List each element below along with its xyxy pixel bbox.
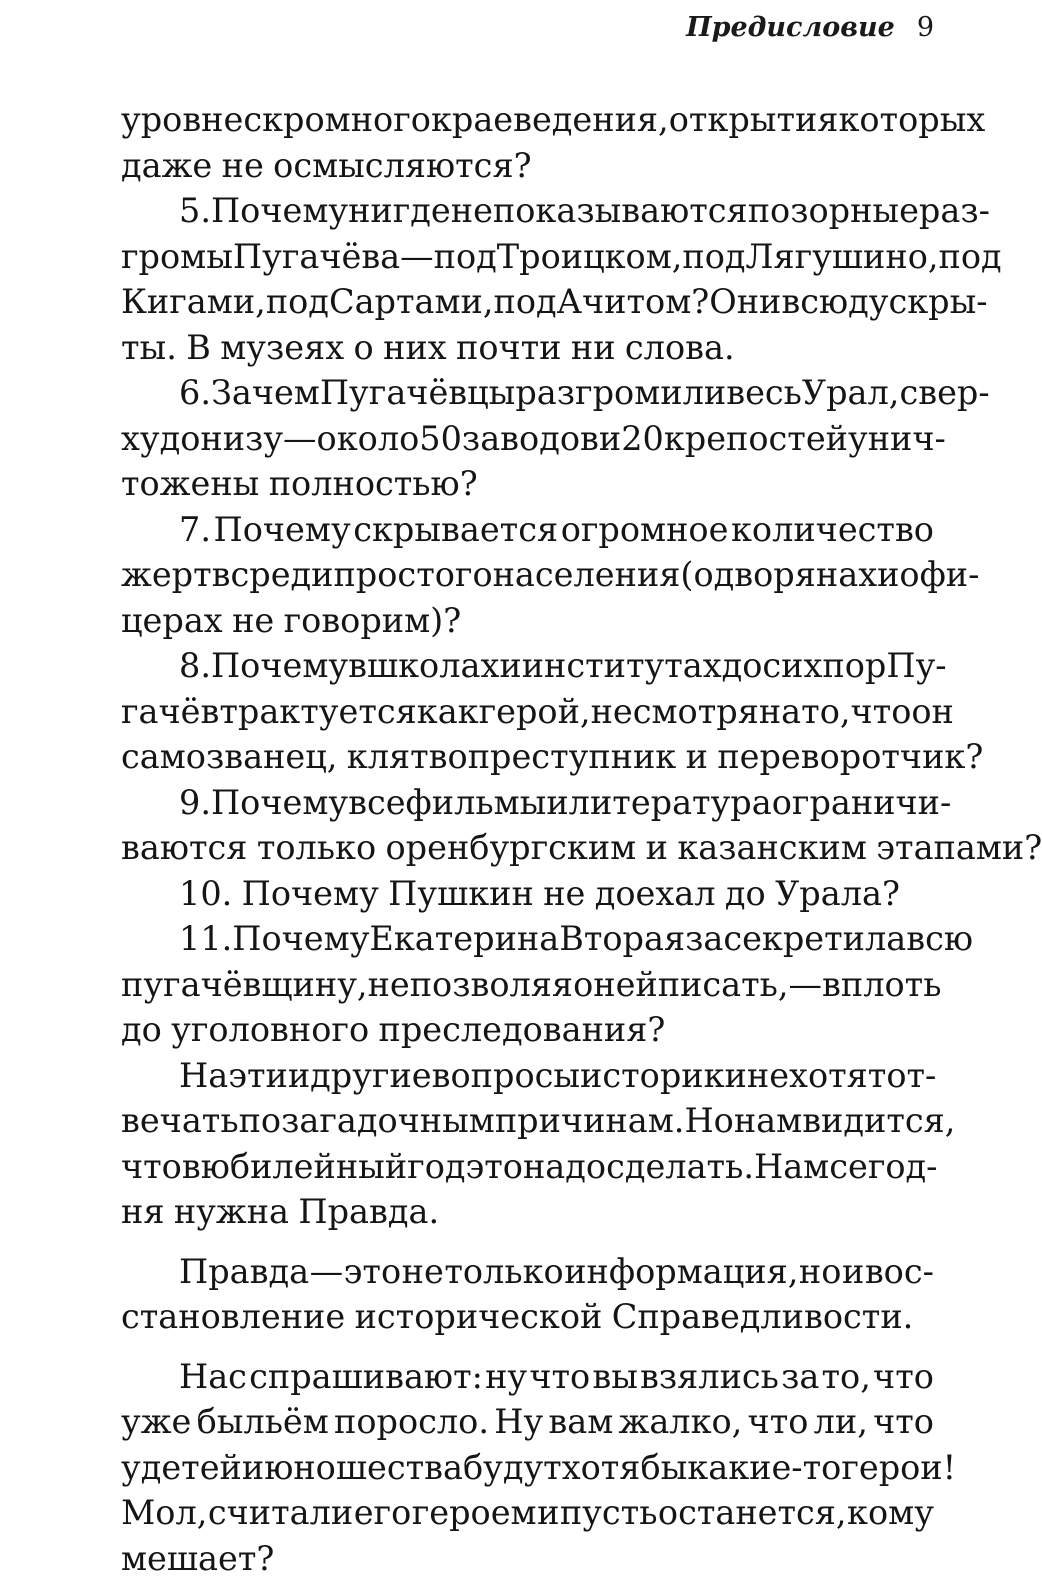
word: под bbox=[434, 234, 497, 280]
word: Они bbox=[709, 279, 781, 325]
word: по bbox=[239, 1098, 282, 1144]
running-head bbox=[686, 8, 934, 48]
word: этапами? bbox=[876, 825, 1042, 871]
word: уровне bbox=[121, 97, 243, 143]
word: — bbox=[400, 234, 434, 280]
word: до bbox=[121, 1007, 162, 1053]
word: ты. bbox=[121, 325, 177, 371]
text-line bbox=[121, 1144, 934, 1190]
word: ня bbox=[121, 1189, 164, 1235]
text-line bbox=[121, 1294, 934, 1340]
text-line bbox=[121, 507, 934, 553]
word: Почему bbox=[211, 780, 348, 826]
text-line bbox=[121, 1399, 934, 1445]
word: не bbox=[543, 871, 585, 917]
word: до bbox=[722, 643, 763, 689]
word: полностью? bbox=[269, 461, 478, 507]
text-line bbox=[121, 97, 934, 143]
word: не bbox=[222, 143, 264, 189]
paragraph-q7 bbox=[121, 507, 934, 644]
text-line bbox=[121, 416, 934, 462]
word: под bbox=[682, 234, 745, 280]
text-line bbox=[121, 461, 934, 507]
word: останется, bbox=[658, 1490, 847, 1536]
word: весь bbox=[726, 370, 802, 416]
word: что bbox=[851, 689, 912, 735]
word: открытия bbox=[669, 97, 839, 143]
word: них bbox=[383, 325, 447, 371]
word: институтах bbox=[522, 643, 722, 689]
word: другие bbox=[310, 1053, 432, 1099]
word: и bbox=[877, 552, 899, 598]
word: мешает? bbox=[121, 1536, 274, 1581]
word: год bbox=[407, 1144, 465, 1190]
word: гачёв bbox=[121, 689, 219, 735]
word: Троицком, bbox=[497, 234, 683, 280]
word: огромное bbox=[561, 507, 729, 553]
word: в bbox=[348, 643, 367, 689]
word: Сартами, bbox=[329, 279, 494, 325]
word: вам bbox=[548, 1399, 613, 1445]
word: самозванец, bbox=[121, 734, 337, 780]
word: то, bbox=[822, 1354, 871, 1400]
word: нам bbox=[734, 1098, 802, 1144]
word: преследования? bbox=[379, 1007, 666, 1053]
word: литература bbox=[569, 780, 772, 826]
word: ну bbox=[485, 1354, 527, 1400]
word: пугачёвщину, bbox=[121, 962, 368, 1008]
text-line bbox=[121, 1536, 934, 1581]
word: низу bbox=[200, 416, 283, 462]
word: поросло. bbox=[334, 1399, 489, 1445]
word: жертв bbox=[121, 552, 230, 598]
word: вос- bbox=[865, 1249, 934, 1295]
word: Ну bbox=[494, 1399, 543, 1445]
word: причинам. bbox=[495, 1098, 685, 1144]
word: взялись bbox=[640, 1354, 779, 1400]
word: пор bbox=[822, 643, 886, 689]
word: и bbox=[686, 734, 708, 780]
word: Правда bbox=[179, 1249, 309, 1295]
word: Пугачёва bbox=[233, 234, 400, 280]
text-line bbox=[121, 871, 934, 917]
text-line bbox=[121, 643, 934, 689]
word: переворотчик? bbox=[717, 734, 983, 780]
word: унич- bbox=[848, 416, 946, 462]
paragraph-q11 bbox=[121, 916, 934, 1053]
word: простого bbox=[333, 552, 492, 598]
word: Урала? bbox=[775, 871, 900, 917]
word: все bbox=[348, 780, 405, 826]
word: — bbox=[310, 1249, 344, 1295]
word: позволяя bbox=[410, 962, 573, 1008]
word: вечать bbox=[121, 1098, 239, 1144]
word: не bbox=[368, 962, 410, 1008]
word: кому bbox=[847, 1490, 934, 1536]
word: школах bbox=[367, 643, 499, 689]
text-line bbox=[121, 1445, 934, 1491]
word: Кигами, bbox=[121, 279, 266, 325]
text-line bbox=[121, 552, 934, 598]
text-line bbox=[121, 279, 934, 325]
word: уже bbox=[121, 1399, 191, 1445]
word: о bbox=[573, 962, 593, 1008]
paragraph-spacing bbox=[121, 1340, 934, 1354]
word: информация, bbox=[564, 1249, 798, 1295]
word: 11. bbox=[179, 916, 232, 962]
text-line bbox=[121, 1189, 934, 1235]
word: скры- bbox=[888, 279, 987, 325]
word: Почему bbox=[232, 916, 369, 962]
word: около bbox=[317, 416, 420, 462]
word: ху bbox=[121, 416, 160, 462]
text-line bbox=[121, 1007, 934, 1053]
word: что bbox=[873, 1399, 934, 1445]
word: под bbox=[494, 279, 557, 325]
word: Зачем bbox=[211, 370, 320, 416]
word: сегод- bbox=[829, 1144, 937, 1190]
word: дворянах bbox=[714, 552, 877, 598]
word: 10. bbox=[179, 871, 232, 917]
word: быльём bbox=[197, 1399, 329, 1445]
word: Вторая bbox=[559, 916, 685, 962]
word: какие-то bbox=[687, 1445, 841, 1491]
word: в bbox=[182, 1144, 201, 1190]
paragraph-q9 bbox=[121, 780, 934, 871]
word: не bbox=[747, 1053, 789, 1099]
word: раз- bbox=[919, 188, 990, 234]
word: 9. bbox=[179, 780, 211, 826]
word: детей bbox=[141, 1445, 242, 1491]
word: ограничи- bbox=[772, 780, 952, 826]
word: 6. bbox=[179, 370, 211, 416]
word: загадочным bbox=[281, 1098, 495, 1144]
word: засекретила bbox=[685, 916, 906, 962]
word: что bbox=[121, 1144, 182, 1190]
word: историки bbox=[580, 1053, 747, 1099]
word: которых bbox=[838, 97, 985, 143]
word: вплоть bbox=[822, 962, 941, 1008]
word: герои! bbox=[841, 1445, 956, 1491]
word: хотят bbox=[789, 1053, 886, 1099]
word: Нас bbox=[179, 1354, 247, 1400]
word: и bbox=[842, 1249, 864, 1295]
word: юбилейный bbox=[201, 1144, 407, 1190]
word: не bbox=[232, 598, 274, 644]
word: до bbox=[160, 416, 201, 462]
word: юношества bbox=[264, 1445, 463, 1491]
word: заводов bbox=[462, 416, 599, 462]
word: Мол, bbox=[121, 1490, 207, 1536]
word: что bbox=[748, 1399, 809, 1445]
word: крепостей bbox=[664, 416, 848, 462]
word: но bbox=[799, 1249, 842, 1295]
word: Пушкин bbox=[388, 871, 534, 917]
word: и bbox=[599, 416, 621, 462]
word: он bbox=[911, 689, 954, 735]
word: оренбургским bbox=[386, 825, 637, 871]
word: Но bbox=[684, 1098, 733, 1144]
text-line bbox=[121, 143, 934, 189]
text-line bbox=[121, 1490, 934, 1536]
word: Почему bbox=[211, 188, 348, 234]
paragraph-q6 bbox=[121, 370, 934, 507]
word: На bbox=[179, 1053, 228, 1099]
word: ли, bbox=[814, 1399, 868, 1445]
word: (о bbox=[680, 552, 713, 598]
text-line bbox=[121, 234, 934, 280]
word: клятвопреступник bbox=[347, 734, 676, 780]
word: осмысляются? bbox=[273, 143, 531, 189]
word: говорим)? bbox=[284, 598, 462, 644]
running-head-title: Предисловие bbox=[686, 12, 895, 43]
word: у bbox=[121, 1445, 141, 1491]
text-line bbox=[121, 916, 934, 962]
word: что bbox=[873, 1354, 934, 1400]
word: не bbox=[451, 188, 493, 234]
word: сих bbox=[762, 643, 822, 689]
word: среди bbox=[230, 552, 333, 598]
word: позорные bbox=[748, 188, 919, 234]
word: сделать. bbox=[606, 1144, 754, 1190]
word: и bbox=[537, 1490, 559, 1536]
paragraph-p_asked bbox=[121, 1354, 934, 1581]
word: считали bbox=[208, 1490, 353, 1536]
word: Лягушино, bbox=[746, 234, 939, 280]
paragraph-p_truth bbox=[121, 1249, 934, 1340]
word: и bbox=[646, 825, 668, 871]
word: даже bbox=[121, 143, 212, 189]
word: музеях bbox=[220, 325, 344, 371]
word: свер- bbox=[899, 370, 989, 416]
word: под bbox=[939, 234, 1002, 280]
word: ваются bbox=[121, 825, 247, 871]
word: Почему bbox=[242, 871, 379, 917]
word: Пу- bbox=[886, 643, 946, 689]
word: то, bbox=[801, 689, 850, 735]
text-line bbox=[121, 1354, 934, 1400]
word: тожены bbox=[121, 461, 259, 507]
word: хотя bbox=[562, 1445, 641, 1491]
word: и bbox=[288, 1053, 310, 1099]
word: его bbox=[354, 1490, 412, 1536]
word: всю bbox=[906, 916, 973, 962]
word: и bbox=[546, 780, 568, 826]
word: доехал bbox=[595, 871, 716, 917]
word: Правда. bbox=[298, 1189, 439, 1235]
word: видится, bbox=[802, 1098, 955, 1144]
word: — bbox=[283, 416, 317, 462]
word: что bbox=[529, 1354, 590, 1400]
word: всюду bbox=[781, 279, 888, 325]
word: В bbox=[186, 325, 211, 371]
text-line bbox=[121, 734, 934, 780]
word: нужна bbox=[174, 1189, 289, 1235]
word: 20 bbox=[621, 416, 664, 462]
paragraph-q5 bbox=[121, 188, 934, 370]
word: бы bbox=[640, 1445, 687, 1491]
word: только bbox=[257, 825, 376, 871]
word: и bbox=[499, 643, 521, 689]
word: исторической bbox=[355, 1294, 603, 1340]
word: как bbox=[417, 689, 479, 735]
word: скрывается bbox=[353, 507, 558, 553]
word: трактуется bbox=[219, 689, 416, 735]
word: на bbox=[759, 689, 801, 735]
text-line bbox=[121, 370, 934, 416]
word: это bbox=[466, 1144, 523, 1190]
word: количество bbox=[731, 507, 934, 553]
word: пусть bbox=[560, 1490, 658, 1536]
word: разгромили bbox=[515, 370, 726, 416]
paragraph-q10 bbox=[121, 871, 934, 917]
text-line bbox=[121, 825, 934, 871]
word: скромного bbox=[243, 97, 431, 143]
word: писать, bbox=[658, 962, 789, 1008]
word: вы bbox=[592, 1354, 638, 1400]
word: героем bbox=[412, 1490, 537, 1536]
text-line bbox=[121, 962, 934, 1008]
word: фильмы bbox=[406, 780, 547, 826]
word: показываются bbox=[493, 188, 748, 234]
word: церах bbox=[121, 598, 223, 644]
word: Урал, bbox=[802, 370, 900, 416]
word: ни bbox=[571, 325, 616, 371]
word: будут bbox=[463, 1445, 562, 1491]
word: Справедливости. bbox=[612, 1294, 914, 1340]
word: слова. bbox=[625, 325, 735, 371]
word: эти bbox=[228, 1053, 288, 1099]
page-number: 9 bbox=[917, 12, 934, 43]
word: и bbox=[242, 1445, 264, 1491]
paragraph-p_answer bbox=[121, 1053, 934, 1235]
word: от- bbox=[886, 1053, 936, 1099]
word: спрашивают: bbox=[249, 1354, 483, 1400]
text-line bbox=[121, 325, 934, 371]
word: Почему bbox=[214, 507, 351, 553]
word: о bbox=[354, 325, 374, 371]
word: 50 bbox=[419, 416, 462, 462]
word: Пугачёвцы bbox=[320, 370, 516, 416]
text-line bbox=[121, 780, 934, 826]
word: офи- bbox=[899, 552, 979, 598]
word: Нам bbox=[754, 1144, 829, 1190]
word: казанским bbox=[677, 825, 867, 871]
body-text bbox=[121, 97, 934, 1581]
word: Ачитом? bbox=[557, 279, 710, 325]
text-line bbox=[121, 1249, 934, 1295]
paragraph-q8 bbox=[121, 643, 934, 780]
word: это bbox=[344, 1249, 401, 1295]
word: уголовного bbox=[171, 1007, 369, 1053]
text-line bbox=[121, 689, 934, 735]
word: нигде bbox=[348, 188, 451, 234]
word: краеведения, bbox=[431, 97, 669, 143]
paragraph-p0 bbox=[121, 97, 934, 188]
word: не bbox=[402, 1249, 444, 1295]
word: ней bbox=[593, 962, 657, 1008]
word: под bbox=[266, 279, 329, 325]
text-line bbox=[121, 1053, 934, 1099]
word: Екатерина bbox=[369, 916, 559, 962]
word: жалко, bbox=[619, 1399, 743, 1445]
text-line bbox=[121, 598, 934, 644]
word: вопросы bbox=[432, 1053, 580, 1099]
text-line bbox=[121, 188, 934, 234]
word: — bbox=[789, 962, 823, 1008]
paragraph-spacing bbox=[121, 1235, 934, 1249]
word: только bbox=[444, 1249, 563, 1295]
word: надо bbox=[523, 1144, 606, 1190]
word: несмотря bbox=[591, 689, 759, 735]
word: становление bbox=[121, 1294, 345, 1340]
word: 5. bbox=[179, 188, 211, 234]
word: герой, bbox=[479, 689, 591, 735]
word: до bbox=[725, 871, 766, 917]
word: Почему bbox=[211, 643, 348, 689]
word: громы bbox=[121, 234, 233, 280]
word: 8. bbox=[179, 643, 211, 689]
word: за bbox=[781, 1354, 819, 1400]
text-line bbox=[121, 1098, 934, 1144]
word: населения bbox=[493, 552, 681, 598]
word: почти bbox=[456, 325, 562, 371]
word: 7. bbox=[179, 507, 211, 553]
